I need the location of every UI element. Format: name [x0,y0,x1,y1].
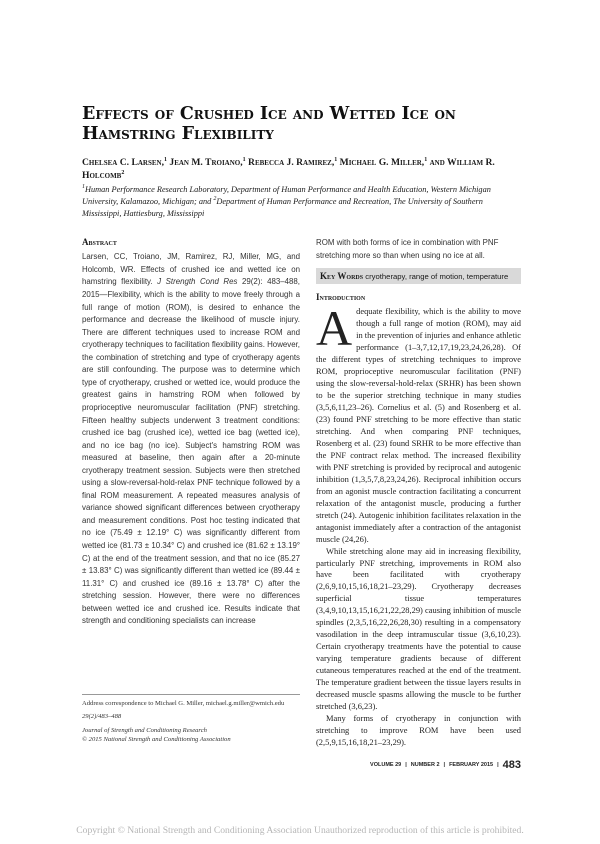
author-and: and [429,157,445,168]
footnote-divider [82,694,300,695]
journal-info: Journal of Strength and Conditioning Research © 2015 National Strength and Conditioning Association [82,726,231,744]
author-list [82,156,522,182]
abstract-text: Larsen, CC, Troiano, JM, Ramirez, RJ, Miller, MG, and Holcomb, WR. Effects of crushed ice and wetted ice on hamstring flexibility. J Strength Cond Res 29(2): 483–488, 2015—Flexibility, which is the ability to move freely through a full range of motion (ROM), is desired to enhance the performance and decrease the likelihood of muscle injury. There are different techniques used to increase ROM and cryotherapy techniques to facilitation flexibility gains. However, the combination of stretching and type of cryotherapy agents are still confounding. The purpose was to determine which type of cryotherapy, crushed or wetted ice, would produce the greatest gains in hamstring ROM when followed by proprioceptive neuromuscular facilitation (PNF) stretching. Fifteen healthy subjects underwent 3 treatment conditions: crushed ice bag (crushed ice), wetted ice bag (wetted ice), and no ice bag (no ice). Subject's hamstring ROM was measured at baseline, then again after a 20-minute cryotherapy treatment session. Subjects were then stretched using a slow-reversal-hold-relax PNF technique followed by a final ROM measurement. A repeated measures analysis of variance showed significant differences between cryotherapy and measurement conditions. Post hoc testing indicated that no ice (75.49 ± 12.19° C) was significantly different from wetted ice (81.73 ± 10.34° C) and crushed ice (81.62 ± 13.19° C) at the end of the treatment session, and that no ice (85.27 ± 13.83° C) was significantly different than wetted ice (89.44 ± 11.31° C) and crushed ice (89.16 ± 13.78° C) after the stretching session. However, there were no differences between wetted ice and crushed ice. Results indicate that strength and conditioning specialists can increase [82,252,300,626]
key-words: cryotherapy, range of motion, temperature [365,272,509,282]
correspondence: Address correspondence to Michael G. Miller, michael.g.miller@wmich.edu [82,699,285,707]
footnotes [82,699,302,745]
key-words-label: Key Words [320,271,364,282]
author: Rebecca J. Ramirez,$^1$ [248,156,338,168]
citation-pages: 29(2)/483–488 [82,713,122,721]
article-title: Effects of Crushed Ice and Wetted Ice on Hamstring Flexibility [82,104,456,144]
key-words-box [316,268,521,284]
page-footer: VOLUME 29 | NUMBER 2 | FEBRUARY 2015 | 483 [370,758,521,771]
author: Jean M. Troiano,$^1$ [169,156,246,168]
footnote-area [82,680,300,749]
author: Chelsea C. Larsen,$^1$ [82,156,167,168]
copyright-watermark: Copyright © National Strength and Conditioning Association Unauthorized reproduction of this article is prohibited. [76,824,524,836]
left-column [82,237,300,748]
abstract-continued: ROM with both forms of ice in combination with PNF stretching more so than when using no ice at all. [316,238,499,260]
author: Michael G. Miller,$^1$ [339,156,428,168]
two-column-body [82,237,521,748]
author: William R. Holcomb$^2$ [82,157,495,181]
drop-cap: A [316,300,353,357]
introduction-text: Adequate flexibility, which is the ability to move though a full range of motion (ROM), may aid in the prevention of injuries and enhance athletic performance (1–3,7,12,17,19,23,24,26,28). Of the different types of stretching techniques to improve ROM, proprioceptive neuromuscular facilitation (PNF) using the slow-reversal-hold-relax (SRHR) has been shown to be the superior stretching technique in many studies (3,5,6,11,23–26). Cornelius et al. (5) and Rosenberg et al. (23) found PNF stretching to be more effective than static stretching. And when comparing PNF techniques, Rosenberg et al. (23) found SRHR to be more effective than the PNF contract relax method. The increased flexibility with PNF stretching is provided by reciprocal and autogenic inhibition (1,3,5,7,8,23,24,26). Reciprocal inhibition occurs from an agonist muscle contraction facilitating a concurrent relaxation of the antagonist muscle, producing a further stretch (24). Autogenic inhibition facilitates relaxation in the antagonist immediately after a contraction of the antagonist muscle (24,26). While stretching alone may aid in increasing flexibility, particularly PNF stretching, improvements in ROM also have been facilitated with cryotherapy (2,6,9,10,15,16,18,21–23,29). Cryotherapy decreases superficial tissue temperatures (3,4,9,10,13,15,16,21,22,28,29) causing inhibition of muscle spindles (2,3,5,16,22,26,28,30) resulting in a compensatory vasodilation in the deep intramuscular tissue (3,6,10,23). Certain cryotherapy treatments have the potential to cause varying temperature gradients because of different cutaneous temperatures reached at the end of the treatment. The temperature gradient between the tissue layers results in decreased muscle spasms allowing the muscle to be further stretched (3,6,23). Many forms of cryotherapy in conjunction with stretching to improve ROM have been used (2,5,9,15,16,18,21–23,29). [316,300,521,747]
introduction-heading: Introduction [316,292,366,303]
page-number: 483 [502,758,521,771]
abstract-heading: Abstract [82,237,117,248]
affiliations: $^1$Human Performance Research Laboratory, Department of Human Performance and Health Education, Western Michigan University, Kalamazoo, Michigan; and $^2$Department of Human Performance and Recreation, The University of Southern Mississippi, Hattiesburg, Mississippi [82,184,491,218]
right-column [316,237,521,748]
